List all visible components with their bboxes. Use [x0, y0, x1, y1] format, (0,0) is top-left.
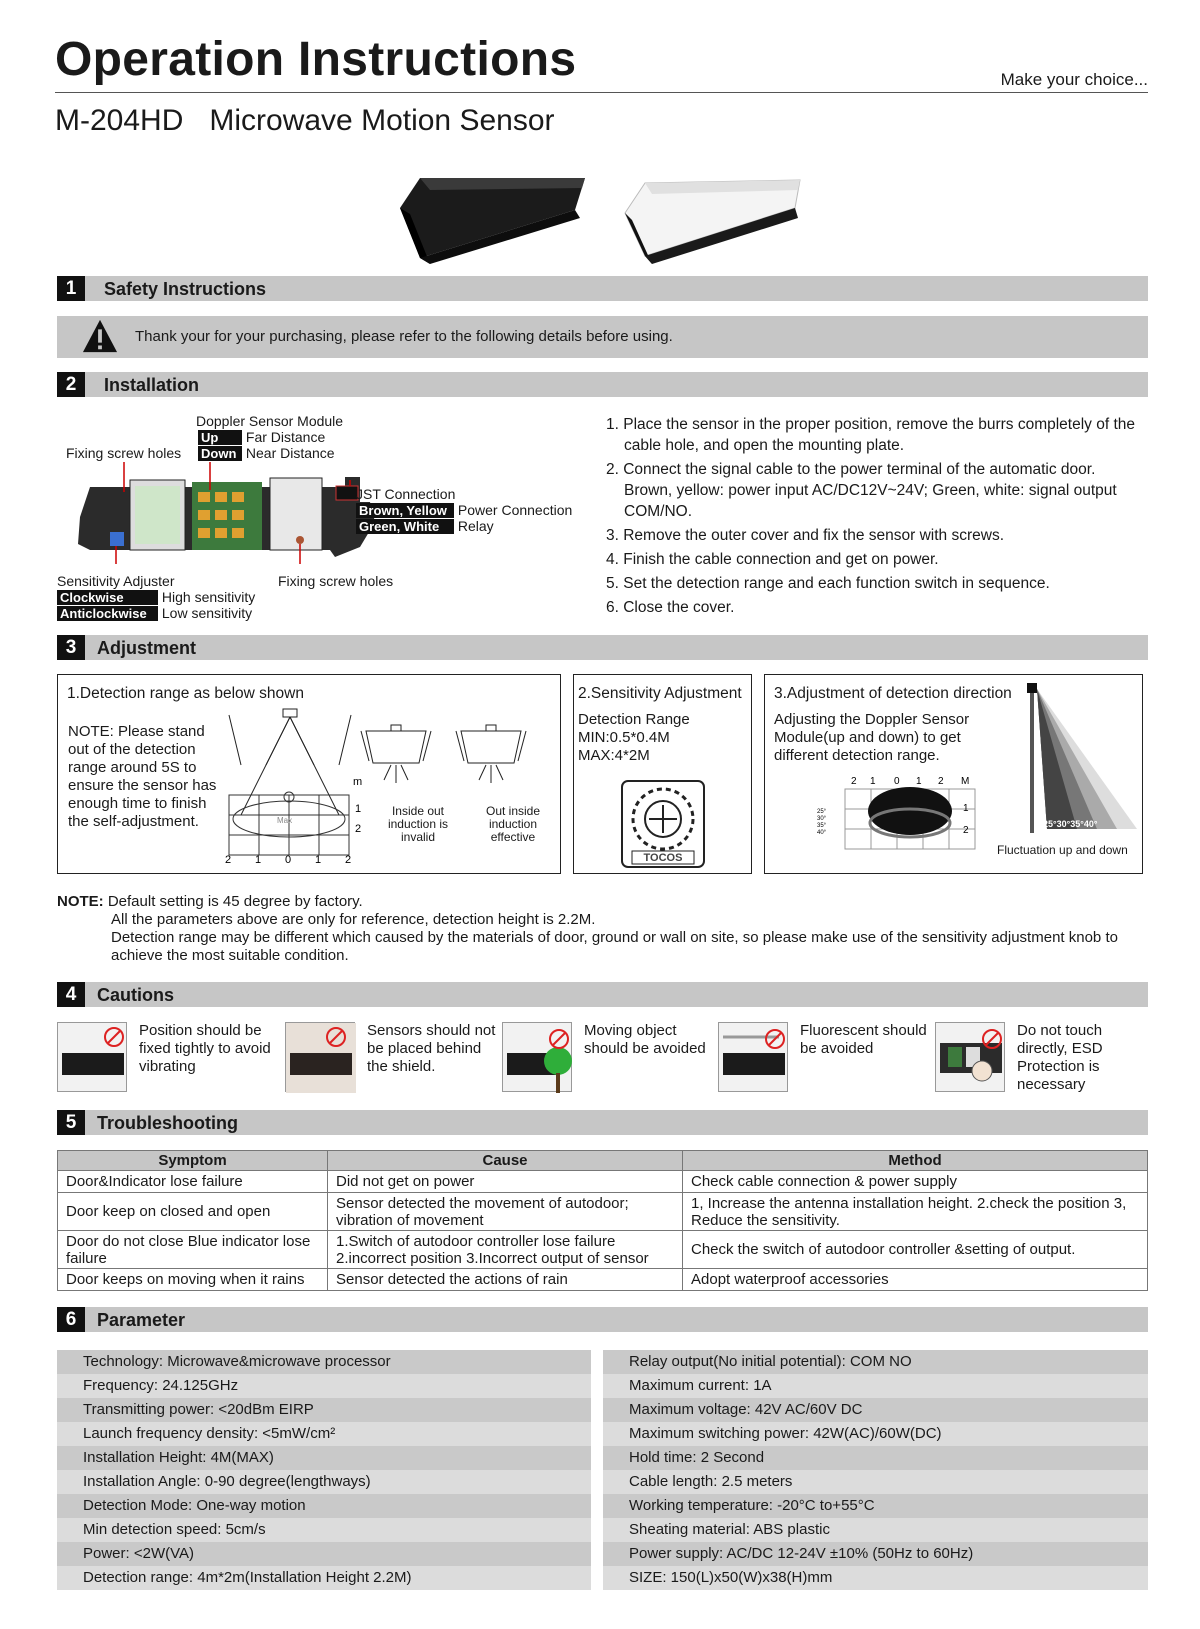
section-number: 5 — [57, 1110, 85, 1135]
table-row — [58, 1171, 1148, 1193]
parameter-item: Installation Height: 4M(MAX) — [57, 1446, 591, 1470]
parameter-item: Power supply: AC/DC 12-24V ±10% (50Hz to 60Hz) — [603, 1542, 1148, 1566]
detection-direction-box — [764, 674, 1143, 874]
note-line: Detection range may be different which caused by the materials of door, ground or wall on site, so please make use of the sensitivity adjustment knob to achieve the most suitable condition. — [111, 929, 1118, 964]
caution-text: Position should be fixed tightly to avoid vibrating — [139, 1022, 271, 1075]
green-white-tag: Green, White — [356, 519, 454, 534]
x-tick: 0 — [285, 854, 292, 866]
section-cautions-header — [57, 982, 1148, 1007]
parameter-item: Frequency: 24.125GHz — [57, 1374, 591, 1398]
x-tick: 2 — [345, 854, 352, 866]
section-number: 6 — [57, 1307, 85, 1332]
section-installation-header — [57, 372, 1148, 397]
fluctuation-label: Fluctuation up and down — [997, 843, 1128, 857]
section-parameter-header — [57, 1307, 1148, 1332]
section-title: Adjustment — [97, 638, 196, 658]
model-number: M-204HD — [55, 104, 184, 137]
cautions-list — [57, 1022, 1148, 1102]
parameter-item: Sheating material: ABS plastic — [603, 1518, 1148, 1542]
note-line: Default setting is 45 degree by factory. — [107, 893, 363, 910]
column-header: Cause — [328, 1151, 683, 1171]
parameter-item: Detection Mode: One-way motion — [57, 1494, 591, 1518]
caution-text: Do not touch directly, ESD Protection is necessary — [1017, 1022, 1103, 1093]
safety-notice — [57, 316, 1148, 358]
parameters-right — [603, 1350, 1148, 1590]
direction-range-diagram — [815, 771, 985, 861]
sensitivity-adjuster-label: Sensitivity Adjuster — [57, 573, 175, 589]
up-far-label — [198, 429, 325, 445]
clockwise-tag: Clockwise — [57, 590, 158, 605]
installation-step: 6. Close the cover. — [606, 599, 735, 616]
parameter-item: Cable length: 2.5 meters — [603, 1470, 1148, 1494]
sensitivity-adjustment-box — [573, 674, 752, 874]
symptom-cell: Door keeps on moving when it rains — [58, 1269, 328, 1291]
method-cell: Adopt waterproof accessories — [683, 1269, 1148, 1291]
column-header: Method — [683, 1151, 1148, 1171]
clockwise-desc: High sensitivity — [161, 589, 256, 605]
parameter-item: Launch frequency density: <5mW/cm² — [57, 1422, 591, 1446]
y-tick: 1 — [963, 803, 969, 814]
cause-cell: Did not get on power — [328, 1171, 683, 1193]
product-photos — [390, 138, 810, 268]
sensor-board-diagram — [60, 462, 380, 572]
parameter-item: Detection range: 4m*2m(Installation Height 2.2M) — [57, 1566, 591, 1590]
parameter-item: Power: <2W(VA) — [57, 1542, 591, 1566]
fixing-holes-top-label: Fixing screw holes — [66, 445, 182, 461]
fixing-holes-bottom-label: Fixing screw holes — [278, 573, 394, 589]
section-title: Installation — [104, 375, 200, 395]
clockwise-label — [57, 589, 255, 605]
angle-tick: 30° — [817, 816, 827, 822]
stand-out-note: NOTE: Please stand out of the detection range around 5S to ensure the sensor has enough time to finish the self-adjustment. — [68, 723, 217, 830]
doppler-module-label: Doppler Sensor Module — [196, 413, 344, 429]
parameter-item: Installation Angle: 0-90 degree(lengthways) — [57, 1470, 591, 1494]
installation-step: 3. Remove the outer cover and fix the sensor with screws. — [606, 527, 1005, 544]
page-title: Operation Instructions — [55, 33, 577, 86]
x-tick: 1 — [870, 776, 876, 787]
section-title: Parameter — [97, 1310, 186, 1330]
y-tick: 2 — [355, 823, 362, 835]
x-tick: 2 — [225, 854, 232, 866]
section-safety-header — [57, 276, 1148, 301]
notice-text: Thank your for your purchasing, please refer to the following details before using. — [135, 328, 673, 345]
box-title: 3.Adjustment of detection direction — [774, 685, 1012, 702]
angle-tick: 25° — [817, 809, 827, 815]
fluorescent-icon — [718, 1022, 788, 1092]
brown-yellow-desc: Power Connection — [457, 502, 573, 518]
method-cell: Check cable connection & power supply — [683, 1171, 1148, 1193]
column-header: Symptom — [58, 1151, 328, 1171]
parameter-item: Working temperature: -20°C to+55°C — [603, 1494, 1148, 1518]
x-tick: 1 — [255, 854, 262, 866]
unit-label: m — [353, 776, 363, 788]
cause-cell: Sensor detected the actions of rain — [328, 1269, 683, 1291]
cause-cell: Sensor detected the movement of autodoor; vibration of movement — [328, 1193, 683, 1231]
default-setting-note — [57, 893, 1150, 965]
white-sensor-image — [625, 180, 800, 264]
brown-yellow-label — [356, 502, 572, 518]
y-tick: 1 — [355, 803, 362, 815]
tree-icon — [502, 1022, 572, 1092]
table-header-row — [58, 1151, 1148, 1171]
unit-label: M — [961, 776, 970, 787]
detection-range-diagram — [221, 705, 561, 873]
note-line: All the parameters above are only for reference, detection height is 2.2M. — [111, 911, 596, 928]
brown-yellow-tag: Brown, Yellow — [356, 503, 454, 518]
section-number: 1 — [57, 276, 85, 301]
troubleshooting-table — [57, 1150, 1148, 1291]
warning-icon — [81, 318, 119, 354]
installation-step: 1. Place the sensor in the proper position, remove the burrs completely of the cable hole, and open the mounting plate. — [606, 416, 1136, 454]
down-tag: Down — [198, 446, 242, 461]
installation-step: 5. Set the detection range and each function switch in sequence. — [606, 575, 1050, 592]
section-title: Cautions — [97, 985, 175, 1005]
x-tick: 2 — [851, 776, 857, 787]
angle-tick: 35° — [817, 823, 827, 829]
up-desc: Far Distance — [245, 429, 326, 445]
parameter-item: Technology: Microwave&microwave processor — [57, 1350, 591, 1374]
caution-text: Sensors should not be placed behind the shield. — [367, 1022, 496, 1075]
direction-text: Adjusting the Doppler Sensor Module(up and down) to get different detection range. — [774, 711, 970, 764]
jst-label: JST Connection — [356, 486, 456, 502]
product-heading — [55, 104, 581, 138]
range-min: MIN:0.5*0.4M — [578, 729, 670, 746]
parameter-item: Maximum voltage: 42V AC/60V DC — [603, 1398, 1148, 1422]
note-label: NOTE: — [57, 893, 104, 910]
angle-beam-diagram — [1027, 681, 1142, 841]
sensitivity-knob-icon — [620, 779, 706, 869]
down-near-label — [198, 445, 335, 461]
range-label: Detection Range — [578, 711, 690, 728]
section-title: Safety Instructions — [104, 279, 267, 299]
down-desc: Near Distance — [245, 445, 335, 461]
brand-label: TOCOS — [643, 852, 683, 864]
angle-label: 25°30°35°40° — [1043, 819, 1098, 829]
tagline: Make your choice... — [1000, 70, 1148, 89]
method-cell: 1, Increase the antenna installation height. 2.check the position 3, Reduce the sensitivity. — [683, 1193, 1148, 1231]
installation-step: 4. Finish the cable connection and get on power. — [606, 551, 939, 568]
green-white-label — [356, 518, 494, 534]
anticlockwise-desc: Low sensitivity — [161, 605, 253, 621]
section-adjustment-header — [57, 635, 1148, 660]
section-number: 2 — [57, 372, 85, 397]
box-title: 1.Detection range as below shown — [67, 685, 304, 702]
inside-out-label: Inside out induction is invalid — [387, 804, 449, 844]
green-white-desc: Relay — [457, 518, 494, 534]
range-max: MAX:4*2M — [578, 747, 650, 764]
box-title: 2.Sensitivity Adjustment — [578, 685, 742, 702]
table-row — [58, 1231, 1148, 1269]
x-tick: 1 — [315, 854, 322, 866]
up-tag: Up — [198, 430, 242, 445]
product-name: Microwave Motion Sensor — [209, 104, 555, 137]
method-cell: Check the switch of autodoor controller &setting of output. — [683, 1231, 1148, 1269]
symptom-cell: Door do not close Blue indicator lose failure — [58, 1231, 328, 1269]
section-troubleshooting-header — [57, 1110, 1148, 1135]
x-tick: 1 — [916, 776, 922, 787]
parameter-item: Relay output(No initial potential): COM NO — [603, 1350, 1148, 1374]
parameters-left — [57, 1350, 591, 1590]
installation-step: 2. Connect the signal cable to the power terminal of the automatic door. Brown, yellow: power input AC/DC12V~24V; Green, white: signal output COM/NO. — [606, 461, 1117, 520]
caution-text: Fluorescent should be avoided — [800, 1022, 927, 1057]
table-row — [58, 1193, 1148, 1231]
angle-tick: 40° — [817, 830, 827, 836]
parameter-item: Maximum switching power: 42W(AC)/60W(DC) — [603, 1422, 1148, 1446]
section-number: 4 — [57, 982, 85, 1007]
parameter-item: SIZE: 150(L)x50(W)x38(H)mm — [603, 1566, 1148, 1590]
parameter-item: Maximum current: 1A — [603, 1374, 1148, 1398]
caution-text: Moving object should be avoided — [584, 1022, 706, 1057]
y-tick: 2 — [963, 825, 969, 836]
max-label: Max — [277, 816, 293, 825]
parameter-item: Hold time: 2 Second — [603, 1446, 1148, 1470]
symptom-cell: Door keep on closed and open — [58, 1193, 328, 1231]
parameter-item: Min detection speed: 5cm/s — [57, 1518, 591, 1542]
installation-steps — [606, 414, 1146, 621]
cause-cell: 1.Switch of autodoor controller lose failure 2.incorrect position 3.Incorrect output of sensor — [328, 1231, 683, 1269]
header-divider — [55, 92, 1148, 93]
detection-range-box — [57, 674, 561, 874]
anticlockwise-tag: Anticlockwise — [57, 606, 158, 621]
parameter-item: Transmitting power: <20dBm EIRP — [57, 1398, 591, 1422]
symptom-cell: Door&Indicator lose failure — [58, 1171, 328, 1193]
black-sensor-image — [400, 178, 585, 264]
shield-icon — [285, 1022, 355, 1092]
section-number: 3 — [57, 635, 85, 660]
section-title: Troubleshooting — [97, 1113, 238, 1133]
anticlockwise-label — [57, 605, 252, 621]
fixed-position-icon — [57, 1022, 127, 1092]
outside-in-label: Out inside induction effective — [485, 804, 541, 844]
table-row — [58, 1269, 1148, 1291]
hand-icon — [935, 1022, 1005, 1092]
x-tick: 0 — [894, 776, 900, 787]
x-tick: 2 — [938, 776, 944, 787]
